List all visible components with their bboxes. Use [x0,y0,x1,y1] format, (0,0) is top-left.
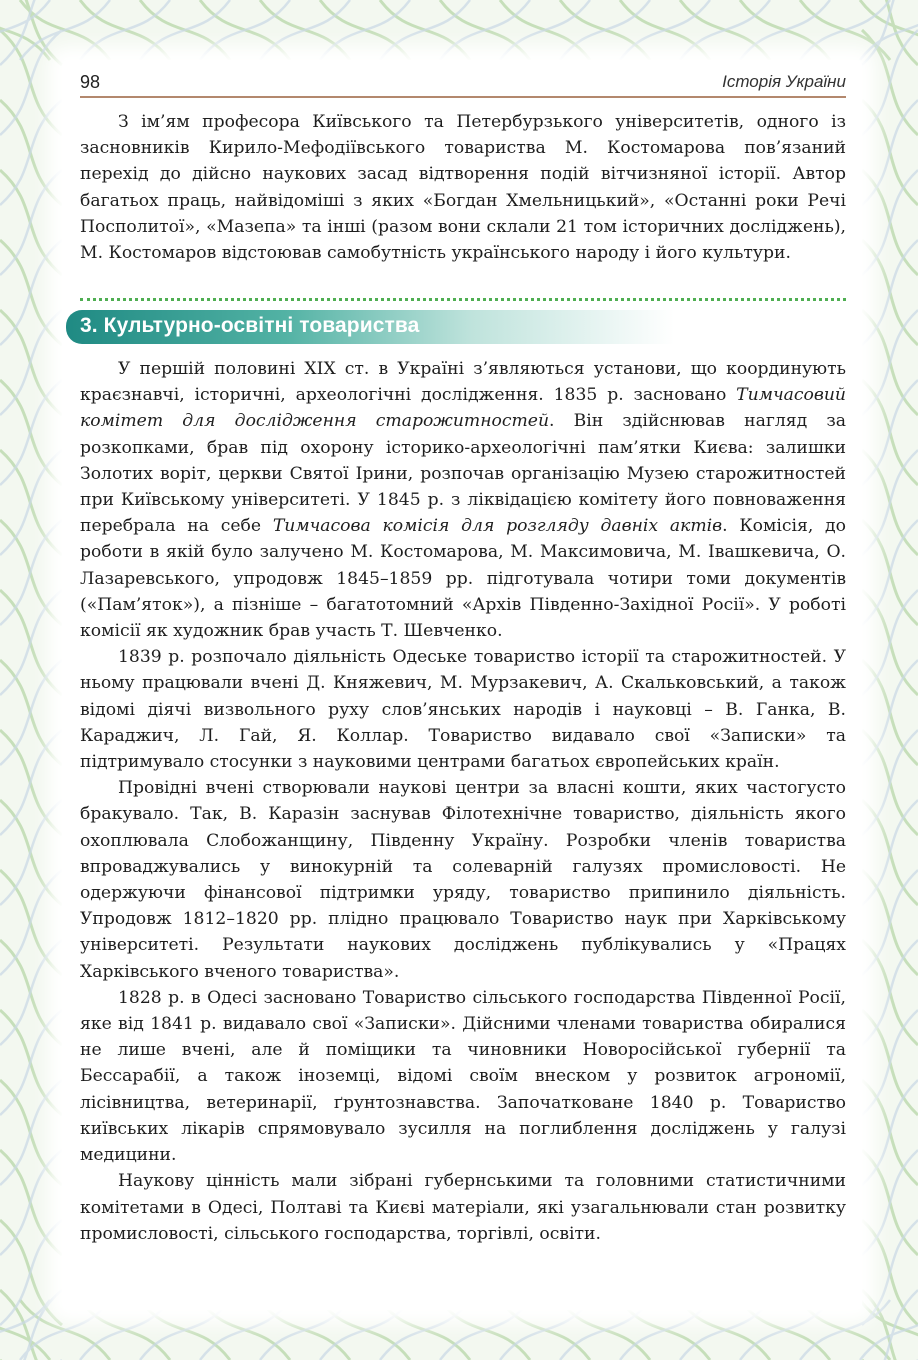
paragraph-1-italic-term-1: Тимчасовий комітет для дослідження старожитностей [80,385,846,432]
paragraph-1-text-a: У першій половині XIX ст. в Україні з’являються установи, що координують краєзнавчі, історичні, археологічні дослідження. 1835 р. засновано [80,359,846,406]
page-number: 98 [80,72,101,92]
intro-text [80,109,846,266]
section-body [80,356,846,1247]
page-header [80,70,846,98]
paragraph-1-italic-term-2: Тимчасова комісія для розгляду давніх актів [272,516,723,537]
dotted-divider [80,298,846,301]
intro-paragraph: З ім’ям професора Київського та Петербурзького університетів, одного із засновників Кирило-Мефодіївського товариства М. Костомарова пов’язаний перехід до дійсно наукових засад відтворення подій вітчизняної історії. Автор багатьох праць, найвідоміші з яких «Богдан Хмельницький», «Останні роки Речі Посполитої», «Мазепа» та інші (разом вони склали 21 том історичних досліджень), М. Костомаров відстоював самобутність українського народу і його культури. [80,112,846,264]
paragraph-1-text-c: . Він здійснював нагляд за розкопками, брав під охорону історико-археологічні пам’ятки Києва: залишки Золотих воріт, церкви Святої Ірини, розпочав організацію Музею старожитностей при Київському університеті. У 1845 р. з ліквідацією комітету його повноваження перебрала на себе [80,411,846,537]
paragraph-4: 1828 р. в Одесі засновано Товариство сільського господарства Південної Росії, яке від 1841 р. видавало свої «Записки». Дійсними членами товариства обиралися не лише вчені, але й поміщики та чиновники Новоросійської губернії та Бессарабії, а також іноземці, відомі своїм внеском у розвиток агрономії, лісівництва, ветеринарії, ґрунтознавства. Започатковане 1840 р. Товариство київських лікарів спрямовувало зусилля на поглиблення досліджень у галузі медицини. [80,987,846,1166]
book-title: Історія України [722,72,846,91]
paragraph-5: Наукову цінність мали зібрані губернськими та головними статистичними комітетами в Одесі, Полтаві та Києві матеріали, які узагальнювали стан розвитку промисловості, сільського господарства, торгівлі, освіти. [80,1171,846,1244]
paragraph-2: 1839 р. розпочало діяльність Одеське товариство історії та старожитностей. У ньому працювали вчені Д. Княжевич, М. Мурзакевич, А. Скальковський, а також відомі діячі визвольного руху слов’янських народів і науковці – В. Ганка, В. Караджич, Л. Гай, Я. Коллар. Товариство видавало свої «Записки» та підтримувало стосунки з науковими центрами багатьох європейських країн. [80,647,846,773]
paragraph-1 [80,356,846,644]
paragraph-3: Провідні вчені створювали наукові центри за власні кошти, яких частогусто бракувало. Так, В. Каразін заснував Філотехнічне товариство, діяльність якого охоплювала Слобожанщину, Південну Україну. Розробки членів товариства впроваджувались у винокурній та солеварній галузях промисловості. Не одержуючи фінансової підтримки уряду, товариство припинило діяльність. Упродовж 1812–1820 рр. плідно працювало Товариство наук при Харківському університеті. Результати наукових досліджень публікувались у «Працях Харківського вченого товариства». [80,778,846,982]
paragraph-1-text-e: . Комісія, до роботи в якій було залучено М. Костомарова, М. Максимовича, М. Івашкевича, О. Лазаревського, упродовж 1845–1859 рр. підготувала чотири томи документів («Пам’яток»), а пізніше – багатотомний «Архів Південно-Західної Росії». У роботі комісії як художник брав участь Т. Шевченко. [80,516,846,642]
section-heading [66,310,846,344]
section-title: 3. Культурно-освітні товариства [80,314,420,337]
